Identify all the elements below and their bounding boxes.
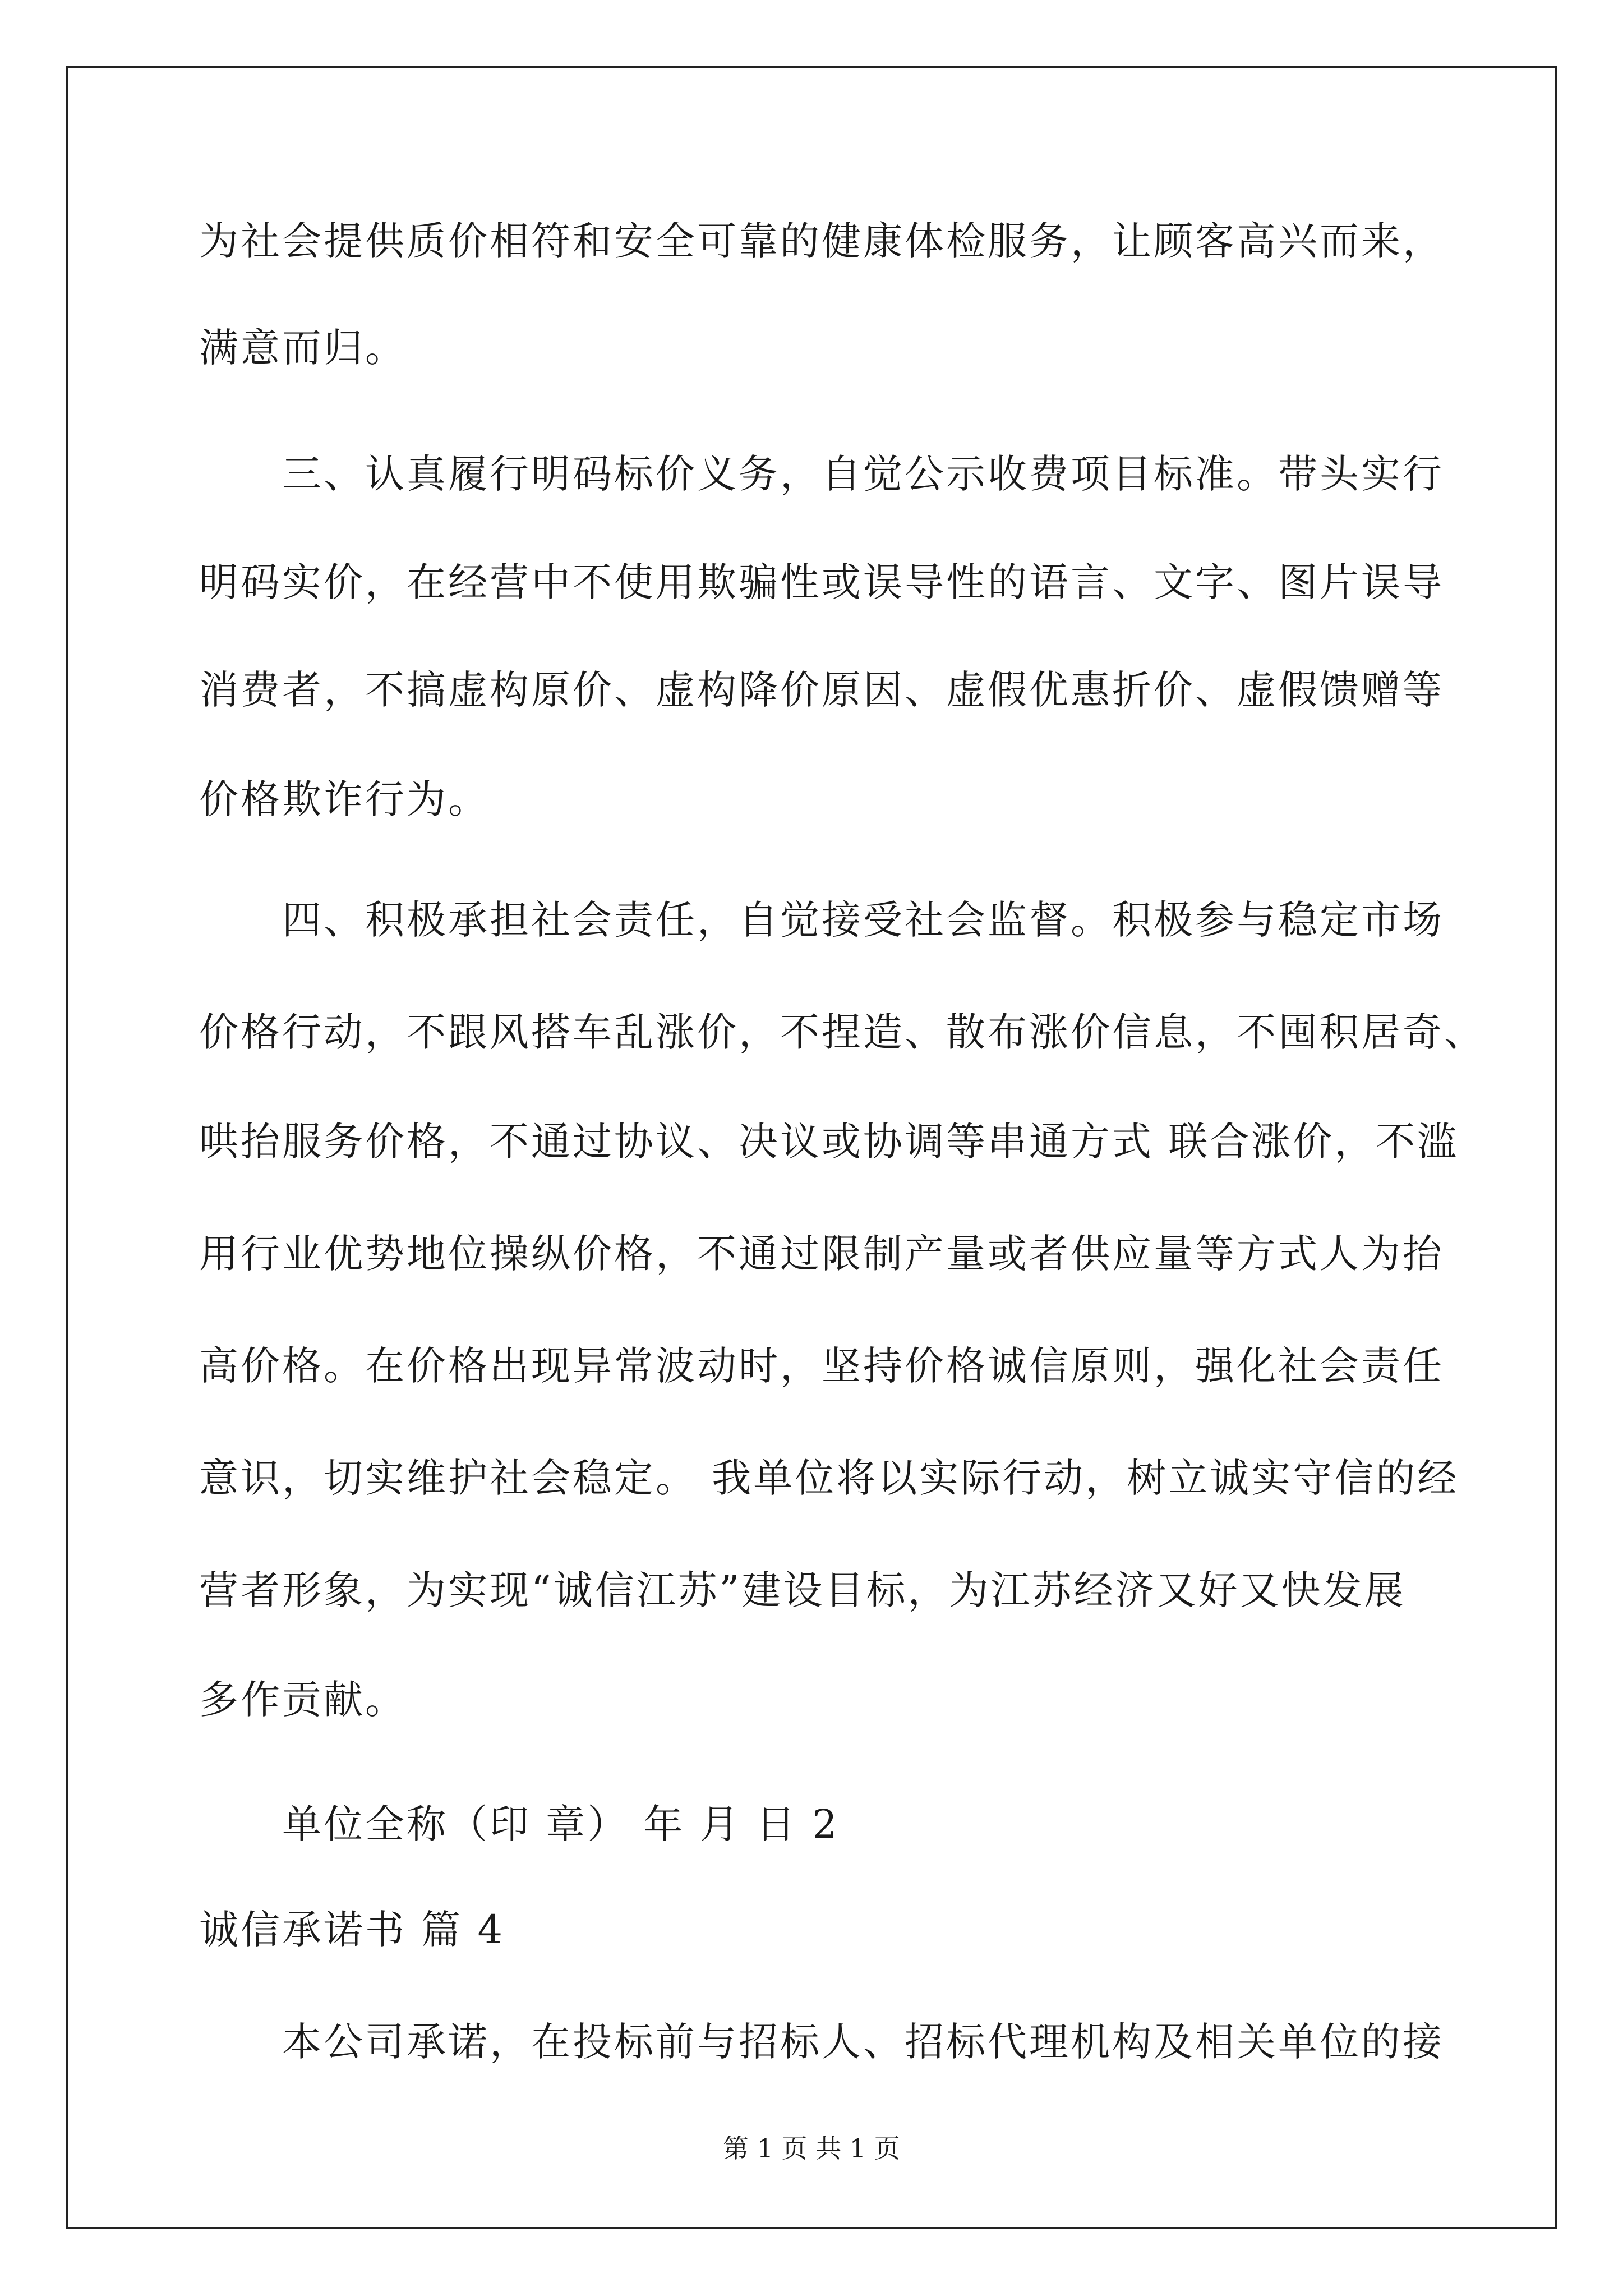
paragraph-three-start: 三、认真履行明码标价义务，自觉公示收费项目标准。带头实行 (282, 451, 1444, 497)
text-line: 哄抬服务价格，不通过协议、决议或协调等串通方式 联合涨价，不滥 (199, 1119, 1459, 1165)
paragraph-four-start: 四、积极承担社会责任，自觉接受社会监督。积极参与稳定市场 (282, 897, 1444, 943)
text-line: 多作贡献。 (199, 1677, 407, 1723)
text-line: 用行业优势地位操纵价格，不通过限制产量或者供应量等方式人为抬 (199, 1231, 1444, 1277)
page-footer: 第 1 页 共 1 页 (723, 2133, 900, 2164)
text-line: 价格行动，不跟风搭车乱涨价，不捏造、散布涨价信息，不囤积居奇、 (199, 1009, 1486, 1055)
text-line: 为社会提供质价相符和安全可靠的健康体检服务，让顾客高兴而来， (199, 218, 1444, 264)
section-heading: 诚信承诺书 篇 4 (199, 1907, 505, 1953)
text-line: 消费者，不搞虚构原价、虚构降价原因、虚假优惠折价、虚假馈赠等 (199, 667, 1444, 713)
text-line: 价格欺诈行为。 (199, 776, 490, 822)
signature-line: 单位全称（印 章） 年 月 日 2 (282, 1801, 840, 1847)
text-line: 满意而归。 (199, 325, 407, 371)
text-line: 高价格。在价格出现异常波动时，坚持价格诚信原则，强化社会责任 (199, 1343, 1444, 1389)
text-line: 意识，切实维护社会稳定。 我单位将以实际行动，树立诚实守信的经 (199, 1455, 1459, 1501)
text-line: 明码实价，在经营中不使用欺骗性或误导性的语言、文字、图片误导 (199, 559, 1444, 605)
text-line: 营者形象，为实现“诚信江苏”建设目标，为江苏经济又好又快发展 (199, 1567, 1406, 1613)
text-line: 本公司承诺，在投标前与招标人、招标代理机构及相关单位的接 (282, 2019, 1444, 2065)
